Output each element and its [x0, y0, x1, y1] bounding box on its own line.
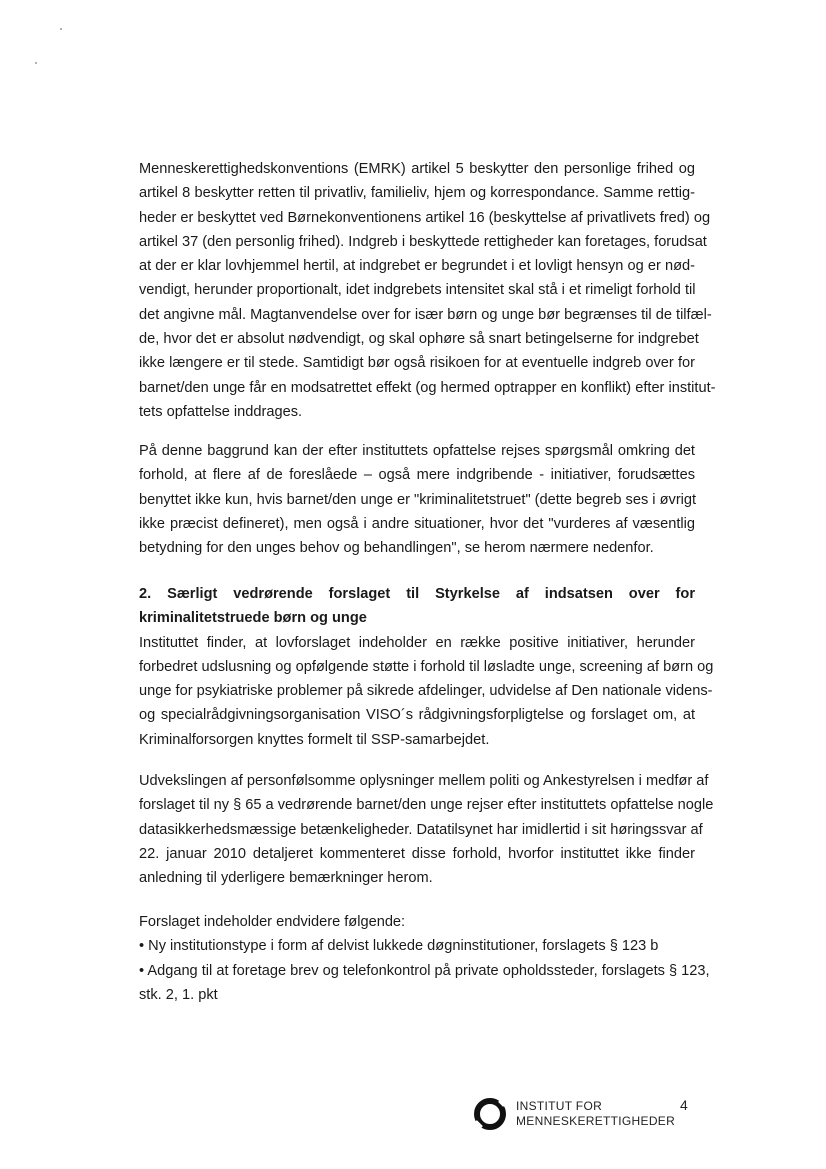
text-line: de, hvor det er absolut nødvendigt, og skal ophøre så snart betingelserne for indgrebet	[139, 331, 699, 348]
text-line: ikke præcist defineret), men også i andre situationer, hvor det "vurderes af væsentlig	[139, 515, 695, 532]
text-line: heder er beskyttet ved Børnekonventionens artikel 16 (beskyttelse af privatlivets fred) og	[139, 209, 711, 226]
text-line: det angivne mål. Magtanvendelse over for især børn og unge bør begrænses til de tilfæl-	[139, 306, 712, 323]
text-line: barnet/den unge får en modsatrettet effekt (og hermed optrapper en konflikt) efter institut-	[139, 379, 716, 396]
text-line: tets opfattelse inddrages.	[139, 403, 303, 420]
list-item: • Ny institutionstype i form af delvist lukkede døgninstitutioner, forslagets § 123 b	[139, 938, 659, 955]
text-line: På denne baggrund kan der efter instituttets opfattelse rejses spørgsmål omkring det	[139, 443, 695, 459]
list-intro: Forslaget indeholder endvidere følgende:	[139, 914, 406, 930]
text-line: artikel 8 beskytter retten til privatliv, familieliv, hjem og korrespondance. Samme rettig-	[139, 185, 695, 202]
text-line: unge for psykiatriske problemer på sikrede afdelinger, udvidelse af Den nationale videns-	[139, 683, 713, 700]
list-item: • Adgang til at foretage brev og telefonkontrol på private opholdssteder, forslagets § 123,	[139, 962, 710, 979]
institute-ring-logo-icon	[472, 1096, 508, 1132]
paragraph-udveksling	[139, 769, 714, 890]
section-heading: 2. Særligt vedrørende forslaget til Styrkelse af indsatsen over for	[139, 586, 695, 602]
text-line: artikel 37 (den personlig frihed). Indgreb i beskyttede rettigheder kan foretages, forudsat	[139, 233, 707, 250]
text-line: forbedret udslusning og opfølgende støtte i forhold til løsladte unge, screening af børn og	[139, 658, 714, 675]
institute-name-line1: INSTITUT FOR	[516, 1099, 603, 1113]
paragraph-emrk	[139, 157, 716, 424]
proposal-list	[139, 910, 710, 1007]
text-line: Kriminalforsorgen knyttes formelt til SSP-samarbejdet.	[139, 731, 490, 748]
text-line: betydning for den unges behov og behandlingen", se herom nærmere nedenfor.	[139, 540, 654, 557]
paragraph-baggrund	[139, 439, 695, 560]
text-line: Instituttet finder, at lovforslaget indeholder en række positive initiativer, herunder	[139, 634, 695, 651]
text-line: at der er klar lovhjemmel hertil, at indgrebet er begrundet i et lovligt hensyn og er nød-	[139, 258, 695, 275]
text-line: vendigt, herunder proportionalt, idet indgrebets intensitet skal stå i et rimeligt forhold til	[139, 282, 696, 299]
text-line: datasikkerhedsmæssige betænkeligheder. Datatilsynet har imidlertid i sit høringssvar af	[139, 821, 703, 838]
scan-speck	[60, 28, 62, 30]
text-line: anledning til yderligere bemærkninger herom.	[139, 870, 433, 887]
institute-name-line2: MENNESKERETTIGHEDER	[516, 1114, 676, 1128]
scan-speck	[35, 62, 37, 64]
institute-name	[516, 1099, 675, 1129]
text-line: Menneskerettighedskonventions (EMRK) artikel 5 beskytter den personlige frihed og	[139, 161, 695, 177]
text-line: 22. januar 2010 detaljeret kommenteret disse forhold, hvorfor instituttet ikke finder	[139, 845, 695, 862]
text-line: og specialrådgivningsorganisation VISO´s rådgivningsforpligtelse og forslaget om, at	[139, 707, 695, 724]
page-number: 4	[680, 1097, 688, 1113]
text-line: Udvekslingen af personfølsomme oplysninger mellem politi og Ankestyrelsen i medfør af	[139, 773, 709, 789]
text-line: benyttet ikke kun, hvis barnet/den unge er "kriminalitetstruet" (dette begreb ses i øvrigt	[139, 491, 697, 508]
text-line: ikke længere er til stede. Samtidigt bør også risikoen for at eventuelle indgreb over for	[139, 355, 695, 372]
text-line: forslaget til ny § 65 a vedrørende barnet/den unge rejser efter instituttets opfattelse nogle	[139, 797, 714, 814]
text-line: forhold, at flere af de foreslåede – også mere indgribende - initiativer, forudsættes	[139, 467, 695, 484]
section-heading: kriminalitetstruede børn og unge	[139, 610, 367, 627]
section-2	[139, 582, 714, 752]
list-item-continuation: stk. 2, 1. pkt	[139, 986, 218, 1003]
